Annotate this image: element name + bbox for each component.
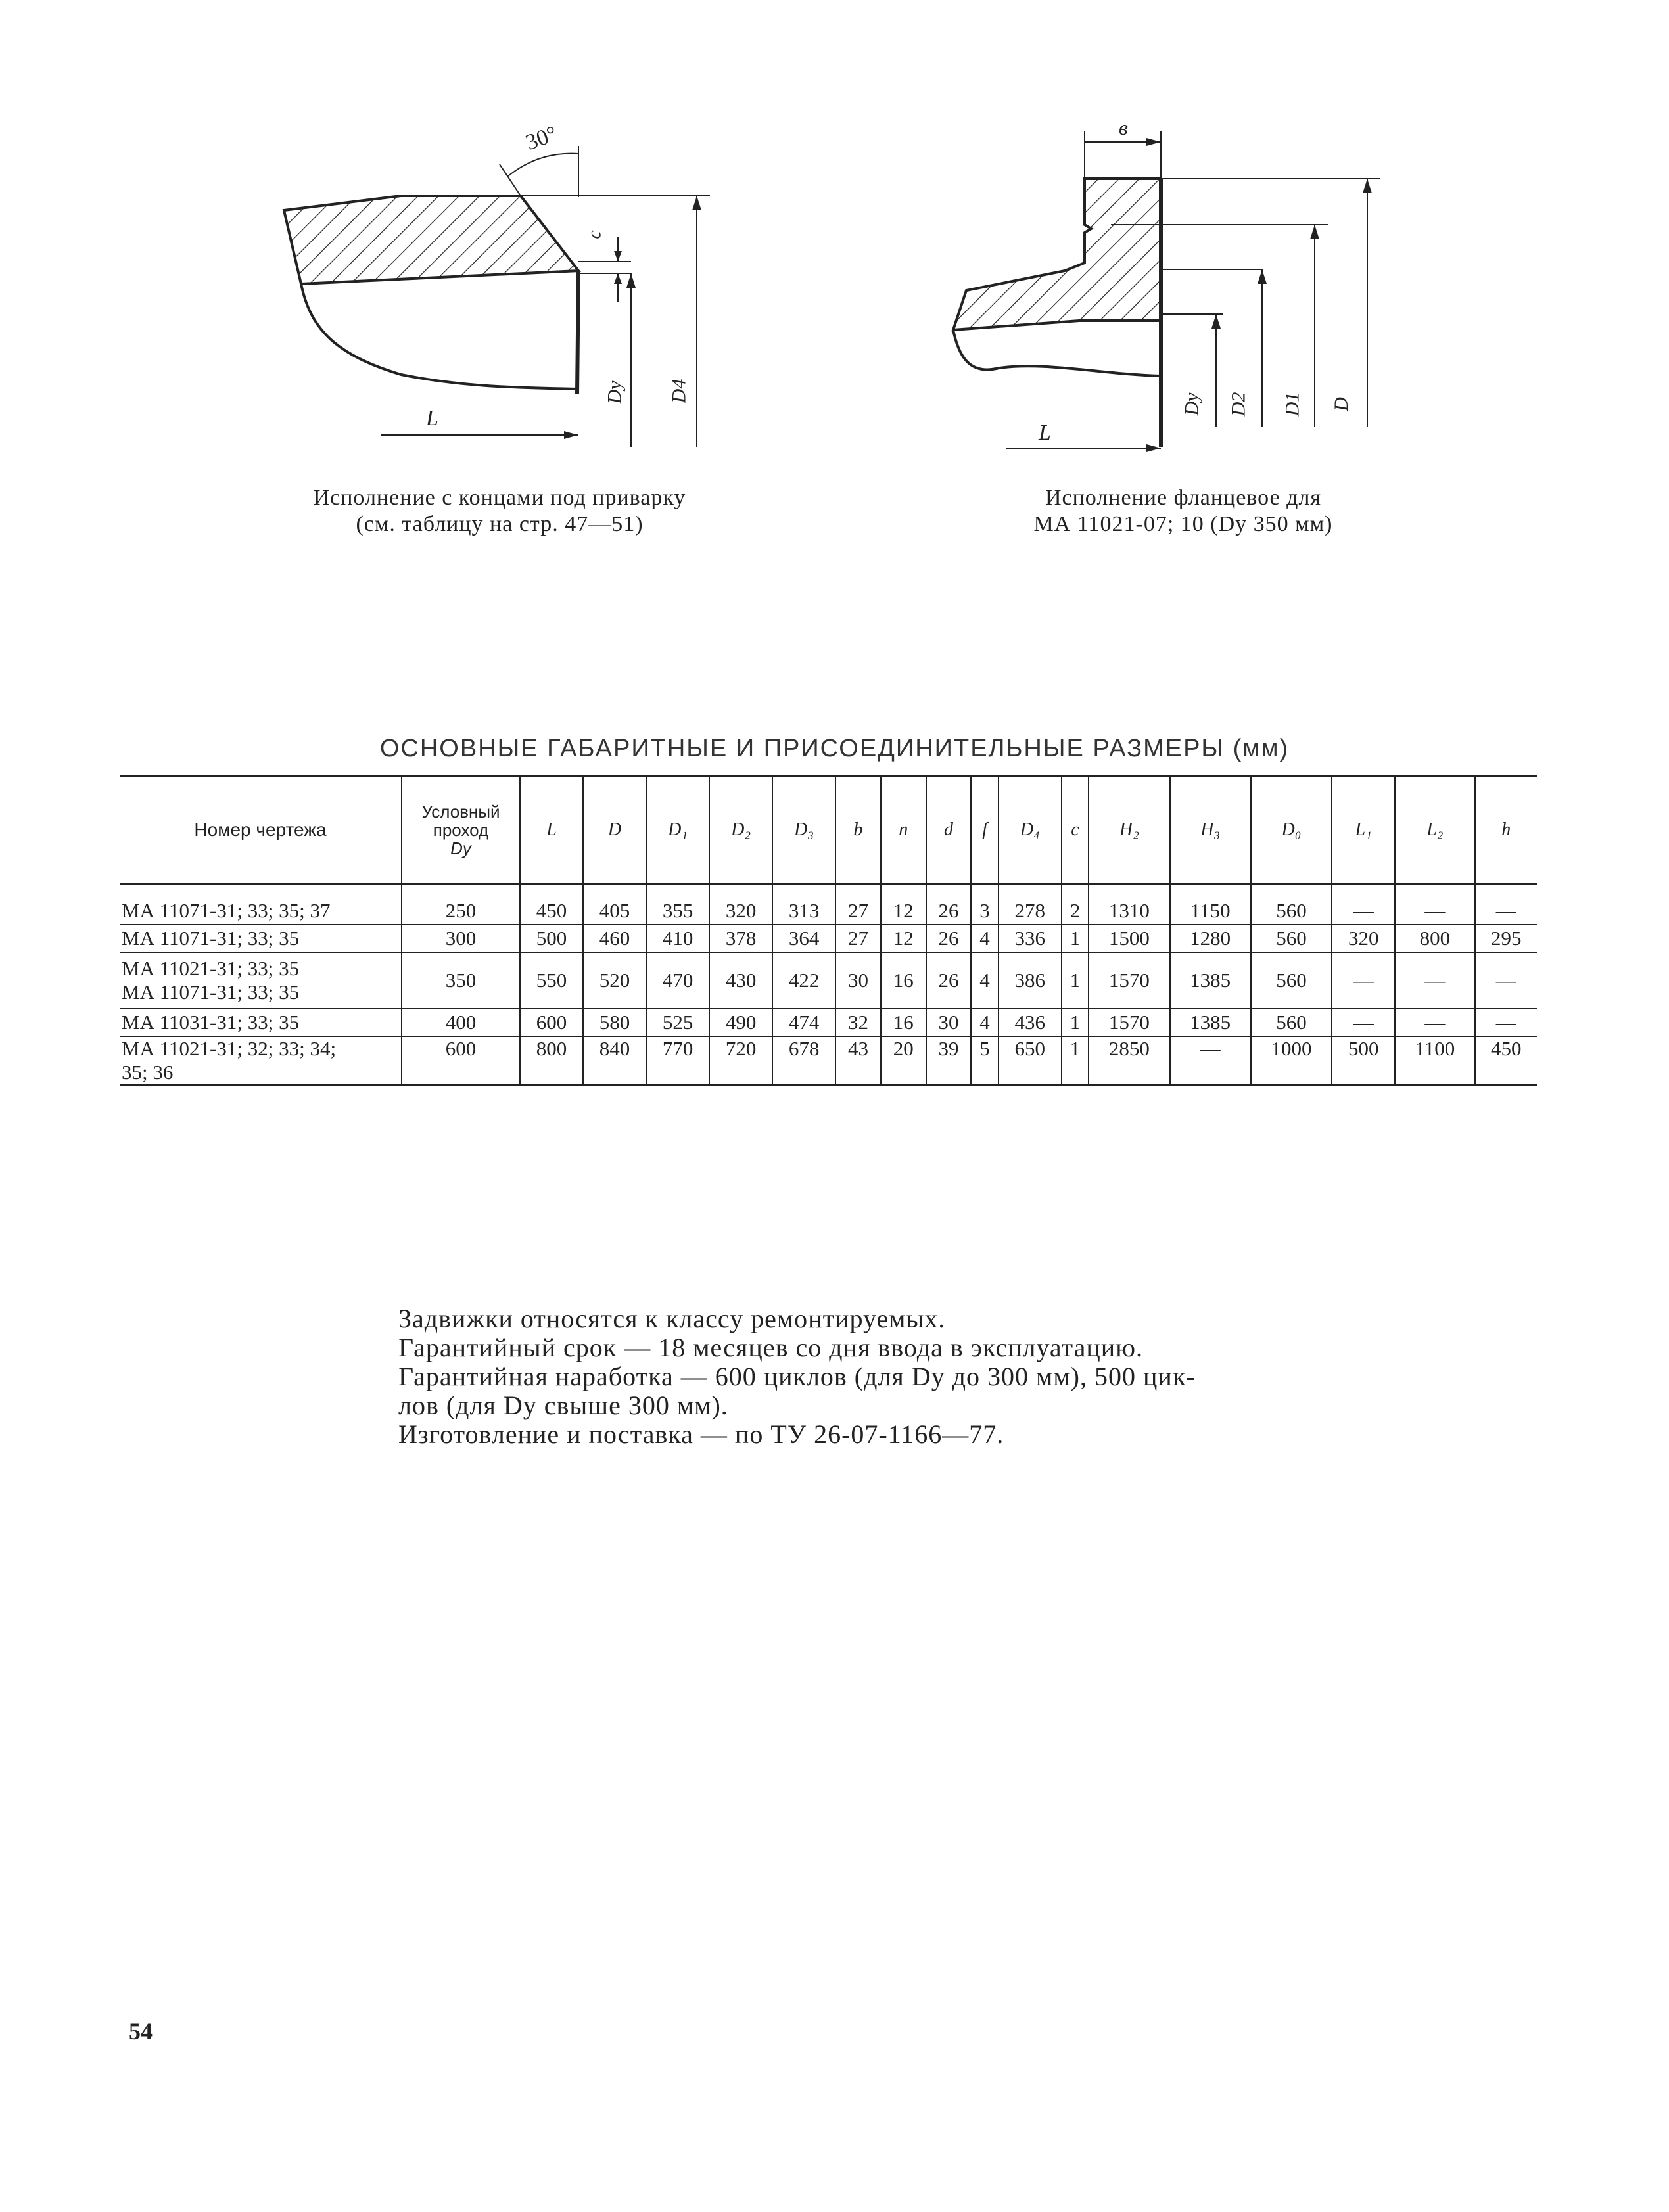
flanged-caption: [947, 485, 1420, 538]
value-cell: 355: [646, 884, 709, 925]
value-cell: 1150: [1170, 884, 1251, 925]
value-cell: 300: [402, 925, 520, 952]
value-cell: 26: [926, 925, 972, 952]
note-line: Гарантийная наработка — 600 циклов (для Dу до 300 мм), 500 цик-: [398, 1362, 1196, 1391]
value-cell: 450: [1475, 1036, 1537, 1086]
value-cell: 770: [646, 1036, 709, 1086]
table-row: [120, 925, 1537, 952]
weld-end-caption: [250, 485, 749, 538]
header-col: D₀: [1251, 777, 1332, 884]
value-cell: 1310: [1089, 884, 1169, 925]
weld-end-caption-line1: Исполнение с концами под приварку: [313, 486, 686, 510]
header-dy-line1: Условный: [421, 802, 500, 821]
value-cell: 336: [999, 925, 1062, 952]
value-cell: 405: [583, 884, 646, 925]
header-col: H₂: [1089, 777, 1169, 884]
header-col: f: [971, 777, 998, 884]
value-cell: —: [1395, 1009, 1474, 1036]
dimensions-table: [120, 775, 1537, 1086]
value-cell: —: [1170, 1036, 1251, 1086]
l-label-right: L: [1039, 421, 1051, 445]
value-cell: 422: [772, 952, 835, 1009]
d2-label: D2: [1227, 392, 1250, 417]
drawing-number-line: МА 11021-31; 33; 35: [122, 957, 300, 980]
value-cell: —: [1475, 952, 1537, 1009]
table-row: [120, 1036, 1537, 1086]
value-cell: 580: [583, 1009, 646, 1036]
drawing-number-cell: [120, 1036, 402, 1086]
value-cell: 313: [772, 884, 835, 925]
value-cell: —: [1332, 884, 1395, 925]
header-col: D: [583, 777, 646, 884]
table-body: [120, 884, 1537, 1086]
value-cell: 20: [881, 1036, 926, 1086]
b-label: в: [1119, 116, 1128, 139]
header-col: D₂: [709, 777, 772, 884]
value-cell: 4: [971, 1009, 998, 1036]
drawing-number-line: МА 11031-31; 33; 35: [122, 1011, 300, 1034]
header-drawing: Номер чертежа: [194, 819, 327, 840]
d-label: D: [1330, 397, 1352, 411]
table-row: [120, 1009, 1537, 1036]
table-title: ОСНОВНЫЕ ГАБАРИТНЫЕ И ПРИСОЕДИНИТЕЛЬНЫЕ РАЗМЕРЫ (мм): [379, 735, 1290, 762]
value-cell: 560: [1251, 1009, 1332, 1036]
value-cell: 3: [971, 884, 998, 925]
value-cell: 500: [520, 925, 583, 952]
value-cell: 600: [402, 1036, 520, 1086]
value-cell: —: [1475, 884, 1537, 925]
drawing-number-line: МА 11071-31; 33; 35: [122, 980, 300, 1003]
note-line: лов (для Dу свыше 300 мм).: [398, 1391, 728, 1420]
value-cell: 364: [772, 925, 835, 952]
value-cell: 720: [709, 1036, 772, 1086]
value-cell: 1: [1062, 1009, 1089, 1036]
value-cell: 16: [881, 1009, 926, 1036]
value-cell: 1: [1062, 925, 1089, 952]
value-cell: 350: [402, 952, 520, 1009]
drawing-number-cell: [120, 1009, 402, 1036]
header-col: n: [881, 777, 926, 884]
value-cell: 490: [709, 1009, 772, 1036]
value-cell: 1570: [1089, 1009, 1169, 1036]
value-cell: 1570: [1089, 952, 1169, 1009]
value-cell: 470: [646, 952, 709, 1009]
value-cell: 32: [835, 1009, 881, 1036]
value-cell: 400: [402, 1009, 520, 1036]
header-dy-line2: проход: [433, 820, 489, 840]
header-dy-line3: Dу: [450, 839, 471, 858]
header-col: L₁: [1332, 777, 1395, 884]
header-col: c: [1062, 777, 1089, 884]
angle-label: 30°: [522, 122, 561, 156]
value-cell: 1000: [1251, 1036, 1332, 1086]
value-cell: 600: [520, 1009, 583, 1036]
header-col: h: [1475, 777, 1537, 884]
value-cell: 16: [881, 952, 926, 1009]
value-cell: 474: [772, 1009, 835, 1036]
header-col: d: [926, 777, 972, 884]
header-col: L₂: [1395, 777, 1474, 884]
note-line: Задвижки относятся к классу ремонтируемых.: [398, 1304, 946, 1333]
page-number: 54: [129, 2018, 153, 2044]
drawing-number-line: МА 11021-31; 32; 33; 34;: [122, 1037, 337, 1060]
value-cell: 800: [520, 1036, 583, 1086]
value-cell: 1100: [1395, 1036, 1474, 1086]
value-cell: 295: [1475, 925, 1537, 952]
dy-label-left: Dу: [603, 380, 626, 404]
value-cell: 1280: [1170, 925, 1251, 952]
value-cell: 12: [881, 884, 926, 925]
value-cell: 560: [1251, 952, 1332, 1009]
notes-block: [398, 1304, 1196, 1449]
table-row: [120, 884, 1537, 925]
value-cell: 4: [971, 952, 998, 1009]
value-cell: 320: [709, 884, 772, 925]
header-col: D₃: [772, 777, 835, 884]
flanged-caption-line1: Исполнение фланцевое для: [1045, 486, 1322, 510]
value-cell: 1: [1062, 1036, 1089, 1086]
value-cell: 2: [1062, 884, 1089, 925]
value-cell: —: [1395, 952, 1474, 1009]
header-dy: [402, 777, 520, 884]
value-cell: 1500: [1089, 925, 1169, 952]
drawing-number-cell: [120, 884, 402, 925]
d4-label: D4: [668, 379, 690, 403]
value-cell: 320: [1332, 925, 1395, 952]
value-cell: 525: [646, 1009, 709, 1036]
header-col: D₄: [999, 777, 1062, 884]
value-cell: 560: [1251, 884, 1332, 925]
value-cell: 650: [999, 1036, 1062, 1086]
flanged-caption-line2: МА 11021-07; 10 (Dу 350 мм): [1033, 512, 1333, 536]
value-cell: 386: [999, 952, 1062, 1009]
value-cell: —: [1332, 952, 1395, 1009]
value-cell: 250: [402, 884, 520, 925]
value-cell: —: [1395, 884, 1474, 925]
drawing-number-cell: [120, 925, 402, 952]
value-cell: —: [1475, 1009, 1537, 1036]
value-cell: 30: [835, 952, 881, 1009]
value-cell: 12: [881, 925, 926, 952]
value-cell: 430: [709, 952, 772, 1009]
value-cell: 4: [971, 925, 998, 952]
drawing-number-line: 35; 36: [122, 1061, 174, 1084]
value-cell: 500: [1332, 1036, 1395, 1086]
value-cell: 39: [926, 1036, 972, 1086]
value-cell: 5: [971, 1036, 998, 1086]
header-col: L: [520, 777, 583, 884]
table-row: [120, 952, 1537, 1009]
note-line: Изготовление и поставка — по ТУ 26-07-1166—77.: [398, 1419, 1004, 1449]
value-cell: 27: [835, 925, 881, 952]
value-cell: —: [1332, 1009, 1395, 1036]
value-cell: 436: [999, 1009, 1062, 1036]
note-line: Гарантийный срок — 18 месяцев со дня ввода в эксплуатацию.: [398, 1333, 1144, 1362]
value-cell: 26: [926, 884, 972, 925]
weld-end-drawing: [250, 118, 736, 460]
value-cell: 550: [520, 952, 583, 1009]
value-cell: 410: [646, 925, 709, 952]
value-cell: 1385: [1170, 952, 1251, 1009]
drawing-number-cell: [120, 952, 402, 1009]
value-cell: 2850: [1089, 1036, 1169, 1086]
drawing-number-line: МА 11071-31; 33; 35: [122, 927, 300, 950]
table-header-row: [120, 777, 1537, 884]
value-cell: 43: [835, 1036, 881, 1086]
value-cell: 1: [1062, 952, 1089, 1009]
value-cell: 26: [926, 952, 972, 1009]
value-cell: 378: [709, 925, 772, 952]
value-cell: 520: [583, 952, 646, 1009]
l-label-left: L: [426, 406, 438, 430]
c-label: c: [583, 230, 605, 239]
header-col: H₃: [1170, 777, 1251, 884]
value-cell: 678: [772, 1036, 835, 1086]
value-cell: 840: [583, 1036, 646, 1086]
dy-label-right: Dу: [1181, 392, 1203, 416]
value-cell: 560: [1251, 925, 1332, 952]
drawing-number-line: МА 11071-31; 33; 35; 37: [122, 899, 331, 922]
value-cell: 1385: [1170, 1009, 1251, 1036]
value-cell: 450: [520, 884, 583, 925]
value-cell: 278: [999, 884, 1062, 925]
value-cell: 800: [1395, 925, 1474, 952]
header-col: D₁: [646, 777, 709, 884]
d1-label: D1: [1281, 392, 1304, 417]
header-col: b: [835, 777, 881, 884]
value-cell: 30: [926, 1009, 972, 1036]
weld-end-caption-line2: (см. таблицу на стр. 47—51): [356, 512, 644, 536]
value-cell: 27: [835, 884, 881, 925]
value-cell: 460: [583, 925, 646, 952]
